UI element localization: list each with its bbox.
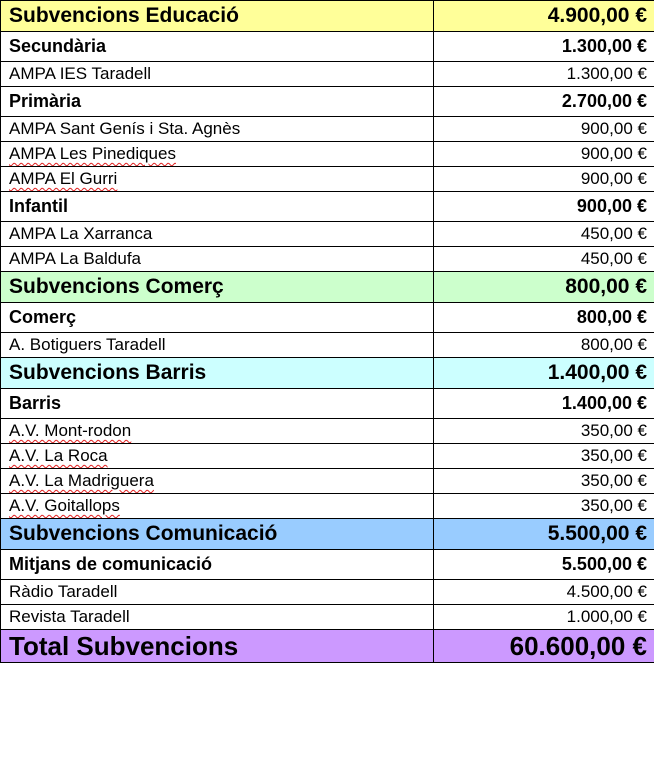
section-row bbox=[1, 358, 654, 389]
label-cell[interactable] bbox=[1, 32, 434, 62]
amount-cell[interactable]: 60.600,00 € bbox=[434, 630, 654, 663]
amount-cell[interactable]: 4.900,00 € bbox=[434, 1, 654, 32]
row-label: AMPA Sant Genís i Sta. Agnès bbox=[9, 119, 241, 138]
amount-cell[interactable]: 1.000,00 € bbox=[434, 605, 654, 630]
label-cell[interactable] bbox=[1, 1, 434, 32]
section-row bbox=[1, 272, 654, 303]
row-label: AMPA IES Taradell bbox=[9, 64, 152, 83]
section-row bbox=[1, 519, 654, 550]
table-row bbox=[1, 494, 654, 519]
amount-cell[interactable]: 350,00 € bbox=[434, 444, 654, 469]
group-row bbox=[1, 32, 654, 62]
row-label: AMPA Les Pinediques bbox=[9, 144, 176, 163]
amount-cell[interactable]: 1.400,00 € bbox=[434, 358, 654, 389]
row-label: Infantil bbox=[9, 196, 68, 216]
table-row bbox=[1, 605, 654, 630]
row-label: Barris bbox=[9, 393, 62, 413]
amount-cell[interactable]: 900,00 € bbox=[434, 117, 654, 142]
row-label: AMPA La Baldufa bbox=[9, 249, 141, 268]
group-row bbox=[1, 550, 654, 580]
row-label: A.V. Mont-rodon bbox=[9, 421, 132, 440]
amount-cell[interactable]: 900,00 € bbox=[434, 167, 654, 192]
amount-cell[interactable]: 800,00 € bbox=[434, 272, 654, 303]
row-label: Subvencions Comunicació bbox=[9, 522, 278, 545]
table-row bbox=[1, 333, 654, 358]
table-row bbox=[1, 167, 654, 192]
amount-cell[interactable]: 900,00 € bbox=[434, 142, 654, 167]
table-row bbox=[1, 142, 654, 167]
amount-cell[interactable]: 5.500,00 € bbox=[434, 519, 654, 550]
group-row bbox=[1, 192, 654, 222]
label-cell[interactable] bbox=[1, 469, 434, 494]
label-cell[interactable] bbox=[1, 580, 434, 605]
amount-cell[interactable]: 5.500,00 € bbox=[434, 550, 654, 580]
row-label: AMPA La Xarranca bbox=[9, 224, 153, 243]
row-label: A. Botiguers Taradell bbox=[9, 335, 166, 354]
row-label: Subvencions Comerç bbox=[9, 275, 224, 298]
label-cell[interactable] bbox=[1, 333, 434, 358]
row-label: Comerç bbox=[9, 307, 77, 327]
table-row bbox=[1, 580, 654, 605]
table-row bbox=[1, 222, 654, 247]
row-label: Secundària bbox=[9, 36, 107, 56]
label-cell[interactable] bbox=[1, 247, 434, 272]
label-cell[interactable] bbox=[1, 303, 434, 333]
row-label: A.V. Goitallops bbox=[9, 496, 120, 515]
label-cell[interactable] bbox=[1, 519, 434, 550]
section-row bbox=[1, 1, 654, 32]
row-label: AMPA El Gurri bbox=[9, 169, 118, 188]
label-cell[interactable] bbox=[1, 192, 434, 222]
amount-cell[interactable]: 350,00 € bbox=[434, 419, 654, 444]
row-label: Total Subvencions bbox=[9, 630, 239, 661]
amount-cell[interactable]: 800,00 € bbox=[434, 303, 654, 333]
label-cell[interactable] bbox=[1, 222, 434, 247]
label-cell[interactable] bbox=[1, 419, 434, 444]
amount-cell[interactable]: 450,00 € bbox=[434, 247, 654, 272]
label-cell[interactable] bbox=[1, 630, 434, 663]
row-label: A.V. La Roca bbox=[9, 446, 108, 465]
table-row bbox=[1, 419, 654, 444]
amount-cell[interactable]: 2.700,00 € bbox=[434, 87, 654, 117]
row-label: Revista Taradell bbox=[9, 607, 130, 626]
total-row bbox=[1, 630, 654, 663]
label-cell[interactable] bbox=[1, 87, 434, 117]
amount-cell[interactable]: 1.400,00 € bbox=[434, 389, 654, 419]
label-cell[interactable] bbox=[1, 550, 434, 580]
group-row bbox=[1, 87, 654, 117]
row-label: A.V. La Madriguera bbox=[9, 471, 154, 490]
amount-cell[interactable]: 4.500,00 € bbox=[434, 580, 654, 605]
label-cell[interactable] bbox=[1, 444, 434, 469]
label-cell[interactable] bbox=[1, 167, 434, 192]
amount-cell[interactable]: 800,00 € bbox=[434, 333, 654, 358]
group-row bbox=[1, 389, 654, 419]
table-row bbox=[1, 117, 654, 142]
row-label: Subvencions Educació bbox=[9, 4, 239, 27]
table-row bbox=[1, 444, 654, 469]
amount-cell[interactable]: 900,00 € bbox=[434, 192, 654, 222]
label-cell[interactable] bbox=[1, 142, 434, 167]
label-cell[interactable] bbox=[1, 62, 434, 87]
amount-cell[interactable]: 350,00 € bbox=[434, 469, 654, 494]
table-row bbox=[1, 62, 654, 87]
amount-cell[interactable]: 450,00 € bbox=[434, 222, 654, 247]
table-row bbox=[1, 247, 654, 272]
table-row bbox=[1, 469, 654, 494]
label-cell[interactable] bbox=[1, 272, 434, 303]
label-cell[interactable] bbox=[1, 358, 434, 389]
label-cell[interactable] bbox=[1, 389, 434, 419]
label-cell[interactable] bbox=[1, 494, 434, 519]
amount-cell[interactable]: 350,00 € bbox=[434, 494, 654, 519]
row-label: Mitjans de comunicació bbox=[9, 554, 213, 574]
group-row bbox=[1, 303, 654, 333]
row-label: Subvencions Barris bbox=[9, 361, 207, 384]
row-label: Primària bbox=[9, 91, 82, 111]
row-label: Ràdio Taradell bbox=[9, 582, 118, 601]
label-cell[interactable] bbox=[1, 605, 434, 630]
amount-cell[interactable]: 1.300,00 € bbox=[434, 62, 654, 87]
amount-cell[interactable]: 1.300,00 € bbox=[434, 32, 654, 62]
label-cell[interactable] bbox=[1, 117, 434, 142]
